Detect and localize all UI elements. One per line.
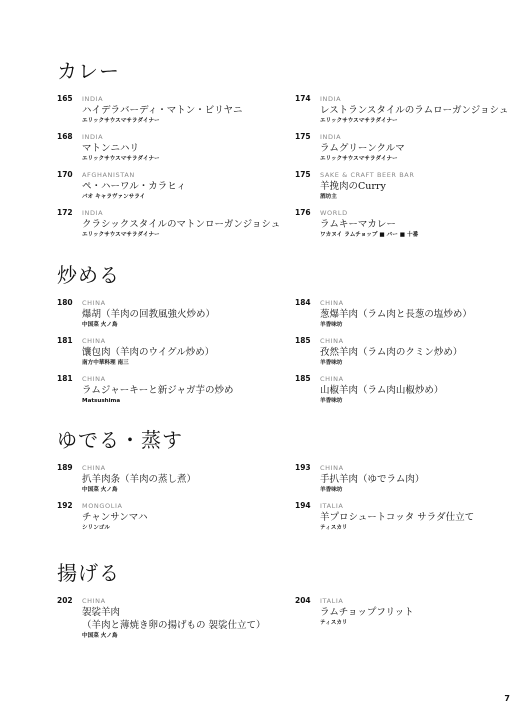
shop-name: エリックサウスマサラダイナー — [320, 118, 398, 124]
shop-name: エリックサウスマサラダイナー — [320, 156, 398, 162]
country-label: INDIA — [320, 133, 342, 141]
menu-entry — [295, 596, 505, 634]
page-ref: 170 — [57, 170, 73, 179]
shop-name: パオ キャラヴァンサライ — [82, 194, 146, 200]
shop-name: 中国菜 火ノ鳥 — [82, 322, 118, 328]
country-label: INDIA — [82, 95, 104, 103]
country-label: INDIA — [82, 209, 104, 217]
shop-name: Matsushima — [82, 398, 121, 404]
page-ref: 204 — [295, 596, 311, 605]
dish-name: チャンサンマハ — [82, 512, 148, 523]
shop-name: エリックサウスマサラダイナー — [82, 118, 160, 124]
dish-name: 袈裟羊肉 — [82, 607, 121, 618]
dish-name: ラムジャーキーと新ジャガ芋の炒め — [82, 385, 234, 396]
dish-name: 孜然羊肉（ラム肉のクミン炒め） — [320, 347, 463, 358]
dish-name: レストランスタイルのラムローガンジョシュ — [320, 105, 509, 116]
menu-entry — [57, 596, 267, 646]
page-ref: 176 — [295, 208, 311, 217]
menu-entry — [295, 501, 505, 539]
country-label: CHINA — [82, 299, 106, 307]
dish-name: 山椒羊肉（ラム肉山椒炒め） — [320, 385, 444, 396]
country-label: WORLD — [320, 209, 348, 217]
section-boil-steam — [57, 425, 497, 543]
section-title: ゆでる・蒸す — [57, 428, 183, 452]
shop-name: 中国菜 火ノ鳥 — [82, 633, 118, 639]
page-ref: 181 — [57, 374, 73, 383]
page-ref: 181 — [57, 336, 73, 345]
shop-name: エリックサウスマサラダイナー — [82, 232, 160, 238]
menu-entry — [295, 463, 505, 501]
section-curry — [57, 56, 509, 254]
menu-entry — [57, 170, 267, 208]
page-ref: 194 — [295, 501, 311, 510]
section-stir-fry — [57, 260, 497, 418]
country-label: MONGOLIA — [82, 502, 123, 510]
menu-entry — [57, 501, 267, 539]
dish-name: クラシックスタイルのマトンローガンジョシュ — [82, 219, 281, 230]
country-label: CHINA — [320, 299, 344, 307]
menu-entry — [295, 298, 505, 336]
shop-name: 南方中華料理 南三 — [82, 360, 129, 366]
country-label: CHINA — [82, 464, 106, 472]
page-ref: 172 — [57, 208, 73, 217]
country-label: CHINA — [82, 597, 106, 605]
menu-entry — [57, 463, 267, 501]
country-label: SAKE & CRAFT BEER BAR — [320, 171, 415, 179]
menu-entry — [295, 208, 505, 246]
country-label: CHINA — [320, 464, 344, 472]
country-label: INDIA — [320, 95, 342, 103]
page-ref: 193 — [295, 463, 311, 472]
dish-name: ラムチョップフリット — [320, 607, 414, 618]
dish-name: ラムグリーンクルマ — [320, 143, 405, 154]
shop-name: 羊香味坊 — [320, 322, 343, 328]
menu-entry — [57, 374, 267, 412]
dish-name: 馕包肉（羊肉のウイグル炒め） — [82, 347, 215, 358]
dish-subtitle: （羊肉と薄焼き卵の揚げもの 袈裟仕立て） — [82, 620, 266, 631]
page-ref: 185 — [295, 374, 311, 383]
country-label: INDIA — [82, 133, 104, 141]
shop-name: ワカヌイ ラムチョップ ■ バー ■ 十番 — [320, 232, 419, 238]
page-ref: 202 — [57, 596, 73, 605]
country-label: CHINA — [82, 375, 106, 383]
dish-name: 葱爆羊肉（ラム肉と長葱の塩炒め） — [320, 309, 472, 320]
menu-entry — [57, 132, 267, 170]
shop-name: 酒坊主 — [320, 194, 337, 200]
shop-name: ティスカリ — [320, 620, 348, 626]
menu-entry — [295, 170, 505, 208]
menu-entry — [295, 132, 505, 170]
page-ref: 184 — [295, 298, 311, 307]
dish-name: ラムキーマカレー — [320, 219, 396, 230]
section-title: 揚げる — [57, 561, 120, 585]
menu-entry — [295, 336, 505, 374]
page-ref: 174 — [295, 94, 311, 103]
page-ref: 192 — [57, 501, 73, 510]
country-label: AFGHANISTAN — [82, 171, 135, 179]
shop-name: 羊香味坊 — [320, 360, 343, 366]
dish-name: 手扒羊肉（ゆでラム肉） — [320, 474, 425, 485]
page-ref: 165 — [57, 94, 73, 103]
page-ref: 180 — [57, 298, 73, 307]
dish-name: マトンニハリ — [82, 143, 140, 154]
menu-entry — [57, 298, 267, 336]
page-ref: 175 — [295, 132, 311, 141]
shop-name: エリックサウスマサラダイナー — [82, 156, 160, 162]
country-label: ITALIA — [320, 502, 344, 510]
menu-entry — [57, 94, 267, 132]
dish-name: ハイデラバーディ・マトン・ビリヤニ — [82, 105, 243, 116]
shop-name: シリンゴル — [82, 525, 110, 531]
dish-name: 爆胡（羊肉の回教風強火炒め） — [82, 309, 216, 320]
dish-name: 扒羊肉条（羊肉の蒸し煮） — [82, 474, 197, 485]
shop-name: 羊香味坊 — [320, 487, 343, 493]
country-label: CHINA — [320, 337, 344, 345]
shop-name: 中国菜 火ノ鳥 — [82, 487, 118, 493]
page-ref: 185 — [295, 336, 311, 345]
page-number: 7 — [504, 694, 510, 703]
page-ref: 168 — [57, 132, 73, 141]
menu-entry — [295, 374, 505, 412]
section-deep-fry — [57, 558, 497, 656]
page-ref: 189 — [57, 463, 73, 472]
dish-name: 羊プロシュートコッタ サラダ仕立て — [320, 512, 475, 523]
menu-entry — [57, 336, 267, 374]
country-label: CHINA — [82, 337, 106, 345]
section-title: カレー — [57, 59, 120, 83]
page-ref: 175 — [295, 170, 311, 179]
country-label: ITALIA — [320, 597, 344, 605]
menu-entry — [57, 208, 281, 246]
country-label: CHINA — [320, 375, 344, 383]
section-title: 炒める — [57, 263, 120, 287]
shop-name: ティスカリ — [320, 525, 348, 531]
shop-name: 羊香味坊 — [320, 398, 343, 404]
dish-name: ペ・ハーワル・カラヒィ — [82, 181, 187, 192]
menu-entry — [295, 94, 509, 132]
dish-name: 羊挽肉のCurry — [320, 181, 386, 192]
